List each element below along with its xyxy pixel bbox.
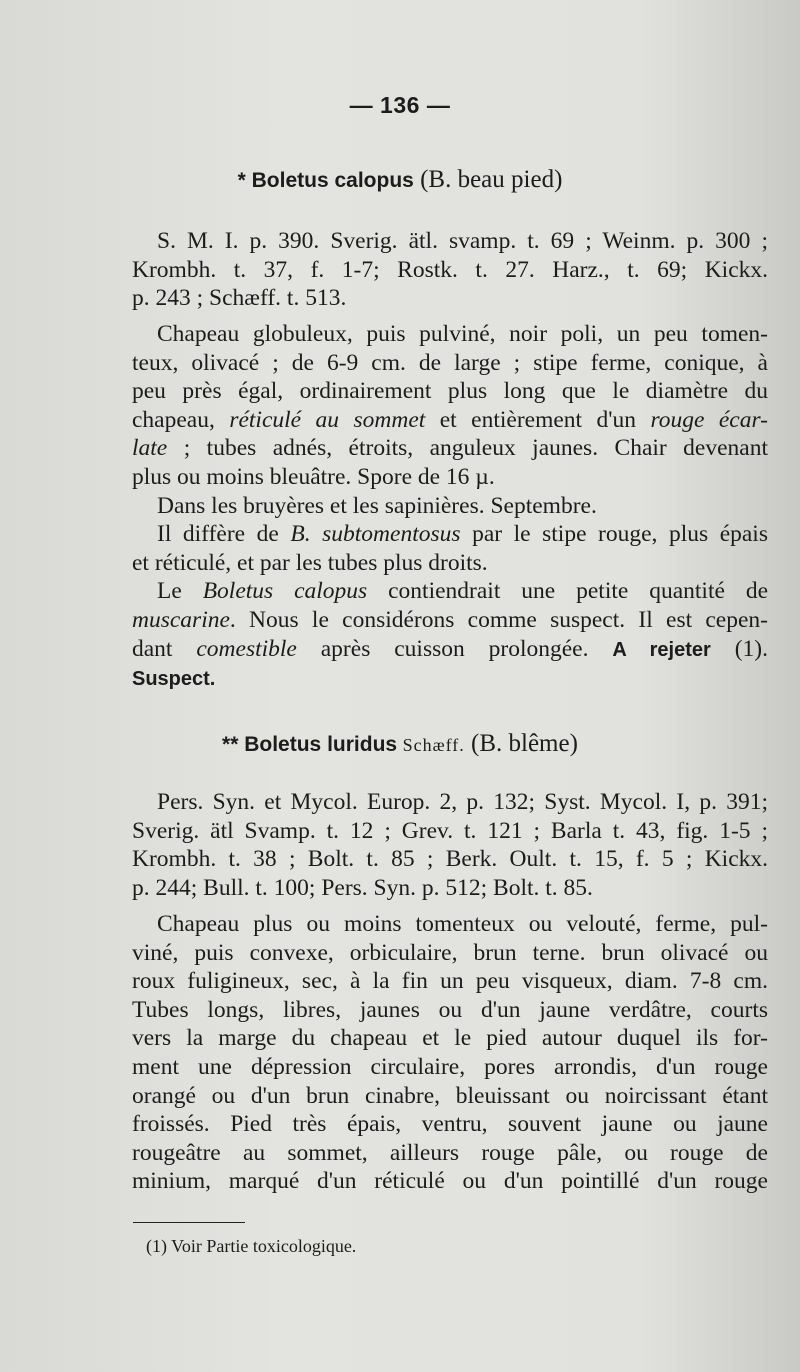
- references-calopus: [132, 227, 768, 313]
- text-line: plus ou moins bleuâtre. Spore de 16 µ.: [132, 463, 495, 490]
- verdict-reject: A rejeter: [612, 638, 711, 661]
- text-line: [132, 606, 768, 635]
- page-number: — 136 —: [349, 92, 451, 118]
- text-line: Tubes longs, libres, jaunes ou d'un jaune verdâtre, courts: [132, 996, 768, 1023]
- reference-line: Sverig. ätl Svamp. t. 12 ; Grev. t. 121 ; Barla t. 43, fig. 1-5 ;: [132, 817, 768, 844]
- text-run: dant: [132, 635, 197, 662]
- reference-line: S. M. I. p. 390. Sverig. ätl. svamp. t. 69 ; Weinm. p. 300 ;: [157, 228, 768, 254]
- text-line: peu près égal, ordinairement plus long que le diamètre du: [132, 378, 768, 405]
- footnote-divider: [133, 1222, 245, 1223]
- species-name: Boletus luridus: [244, 733, 398, 756]
- common-name: (B. blême): [464, 730, 578, 757]
- text-line: et réticulé, et par les tubes plus droits.: [132, 549, 488, 576]
- text-line: [132, 406, 768, 435]
- description-luridus: [132, 910, 768, 1196]
- text-run: après cuisson prolongée.: [296, 635, 613, 662]
- text-line: roux fuligineux, sec, à la fin un peu visqueux, diam. 7-8 cm.: [132, 968, 768, 995]
- author-name: Schæff.: [397, 735, 465, 755]
- text-line: Chapeau plus ou moins tomenteux ou velouté, ferme, pul-: [157, 911, 768, 937]
- text-run: contiendrait une petite quantité de: [367, 578, 769, 605]
- text-line: ment une dépression circulaire, pores arrondis, d'un rouge: [132, 1053, 768, 1080]
- italic-run: late: [132, 435, 168, 462]
- text-line: [132, 520, 768, 549]
- text-run: chapeau,: [132, 406, 230, 433]
- verdict-suspect: Suspect.: [132, 668, 216, 691]
- text-line: minium, marqué d'un réticulé ou d'un pointillé d'un rouge: [132, 1168, 768, 1195]
- text-line: rougeâtre au sommet, ailleurs rouge pâle, ou rouge de: [132, 1139, 768, 1166]
- reference-line: p. 243 ; Schæff. t. 513.: [132, 285, 347, 312]
- reference-line: Pers. Syn. et Mycol. Europ. 2, p. 132; Syst. Mycol. I, p. 391;: [157, 789, 768, 815]
- reference-line: Krombh. t. 38 ; Bolt. t. 85 ; Berk. Oult. t. 15, f. 5 ; Kickx.: [132, 846, 768, 873]
- text-line: viné, puis convexe, orbiculaire, brun terne. brun olivacé ou: [132, 939, 768, 966]
- italic-run: réticulé au sommet: [229, 406, 426, 433]
- text-line: [132, 577, 768, 606]
- species-heading-calopus: [0, 166, 800, 194]
- description-calopus: [132, 320, 768, 694]
- italic-run: comestible: [196, 635, 297, 662]
- common-name: (B. beau pied): [413, 166, 563, 193]
- text-run: Le: [157, 578, 203, 605]
- habitat-line: Dans les bruyères et les sapinières. Septembre.: [157, 492, 597, 519]
- text-run: Il diffère de: [157, 521, 291, 548]
- species-name: Boletus calopus: [251, 169, 414, 192]
- species-marker: *: [237, 169, 252, 192]
- italic-run: muscarine: [132, 606, 230, 633]
- reference-line: p. 244; Bull. t. 100; Pers. Syn. p. 512; Bolt. t. 85.: [132, 874, 593, 901]
- text-line: [132, 434, 768, 463]
- italic-run: Boletus calopus: [202, 578, 368, 605]
- footnote-ref: (1).: [710, 635, 768, 662]
- text-line: Chapeau globuleux, puis pulviné, noir poli, un peu tomen-: [157, 321, 768, 347]
- species-heading-luridus: [0, 730, 800, 758]
- text-line: teux, olivacé ; de 6-9 cm. de large ; stipe ferme, conique, à: [132, 349, 768, 376]
- species-marker: **: [222, 733, 245, 756]
- text-run: par le stipe rouge, plus épais: [460, 521, 768, 548]
- text-line: froissés. Pied très épais, ventru, souvent jaune ou jaune: [132, 1111, 768, 1138]
- italic-run: B. subtomentosus: [290, 521, 461, 548]
- references-luridus: [132, 788, 768, 902]
- text-run: et entièrement d'un: [425, 406, 651, 433]
- text-line: vers la marge du chapeau et le pied autour duquel ils for-: [132, 1025, 768, 1052]
- text-run: . Nous le considérons comme suspect. Il est cepen-: [229, 606, 768, 633]
- text-line: orangé ou d'un brun cinabre, bleuissant ou noircissant étant: [132, 1082, 768, 1109]
- italic-run: rouge écar-: [650, 406, 768, 433]
- text-line: [132, 635, 768, 665]
- text-run: ; tubes adnés, étroits, anguleux jaunes. Chair devenant: [167, 435, 768, 462]
- reference-line: Krombh. t. 37, f. 1-7; Rostk. t. 27. Harz., t. 69; Kickx.: [132, 256, 768, 283]
- text-line: [132, 664, 768, 694]
- footnote: (1) Voir Partie toxicologique.: [146, 1236, 357, 1256]
